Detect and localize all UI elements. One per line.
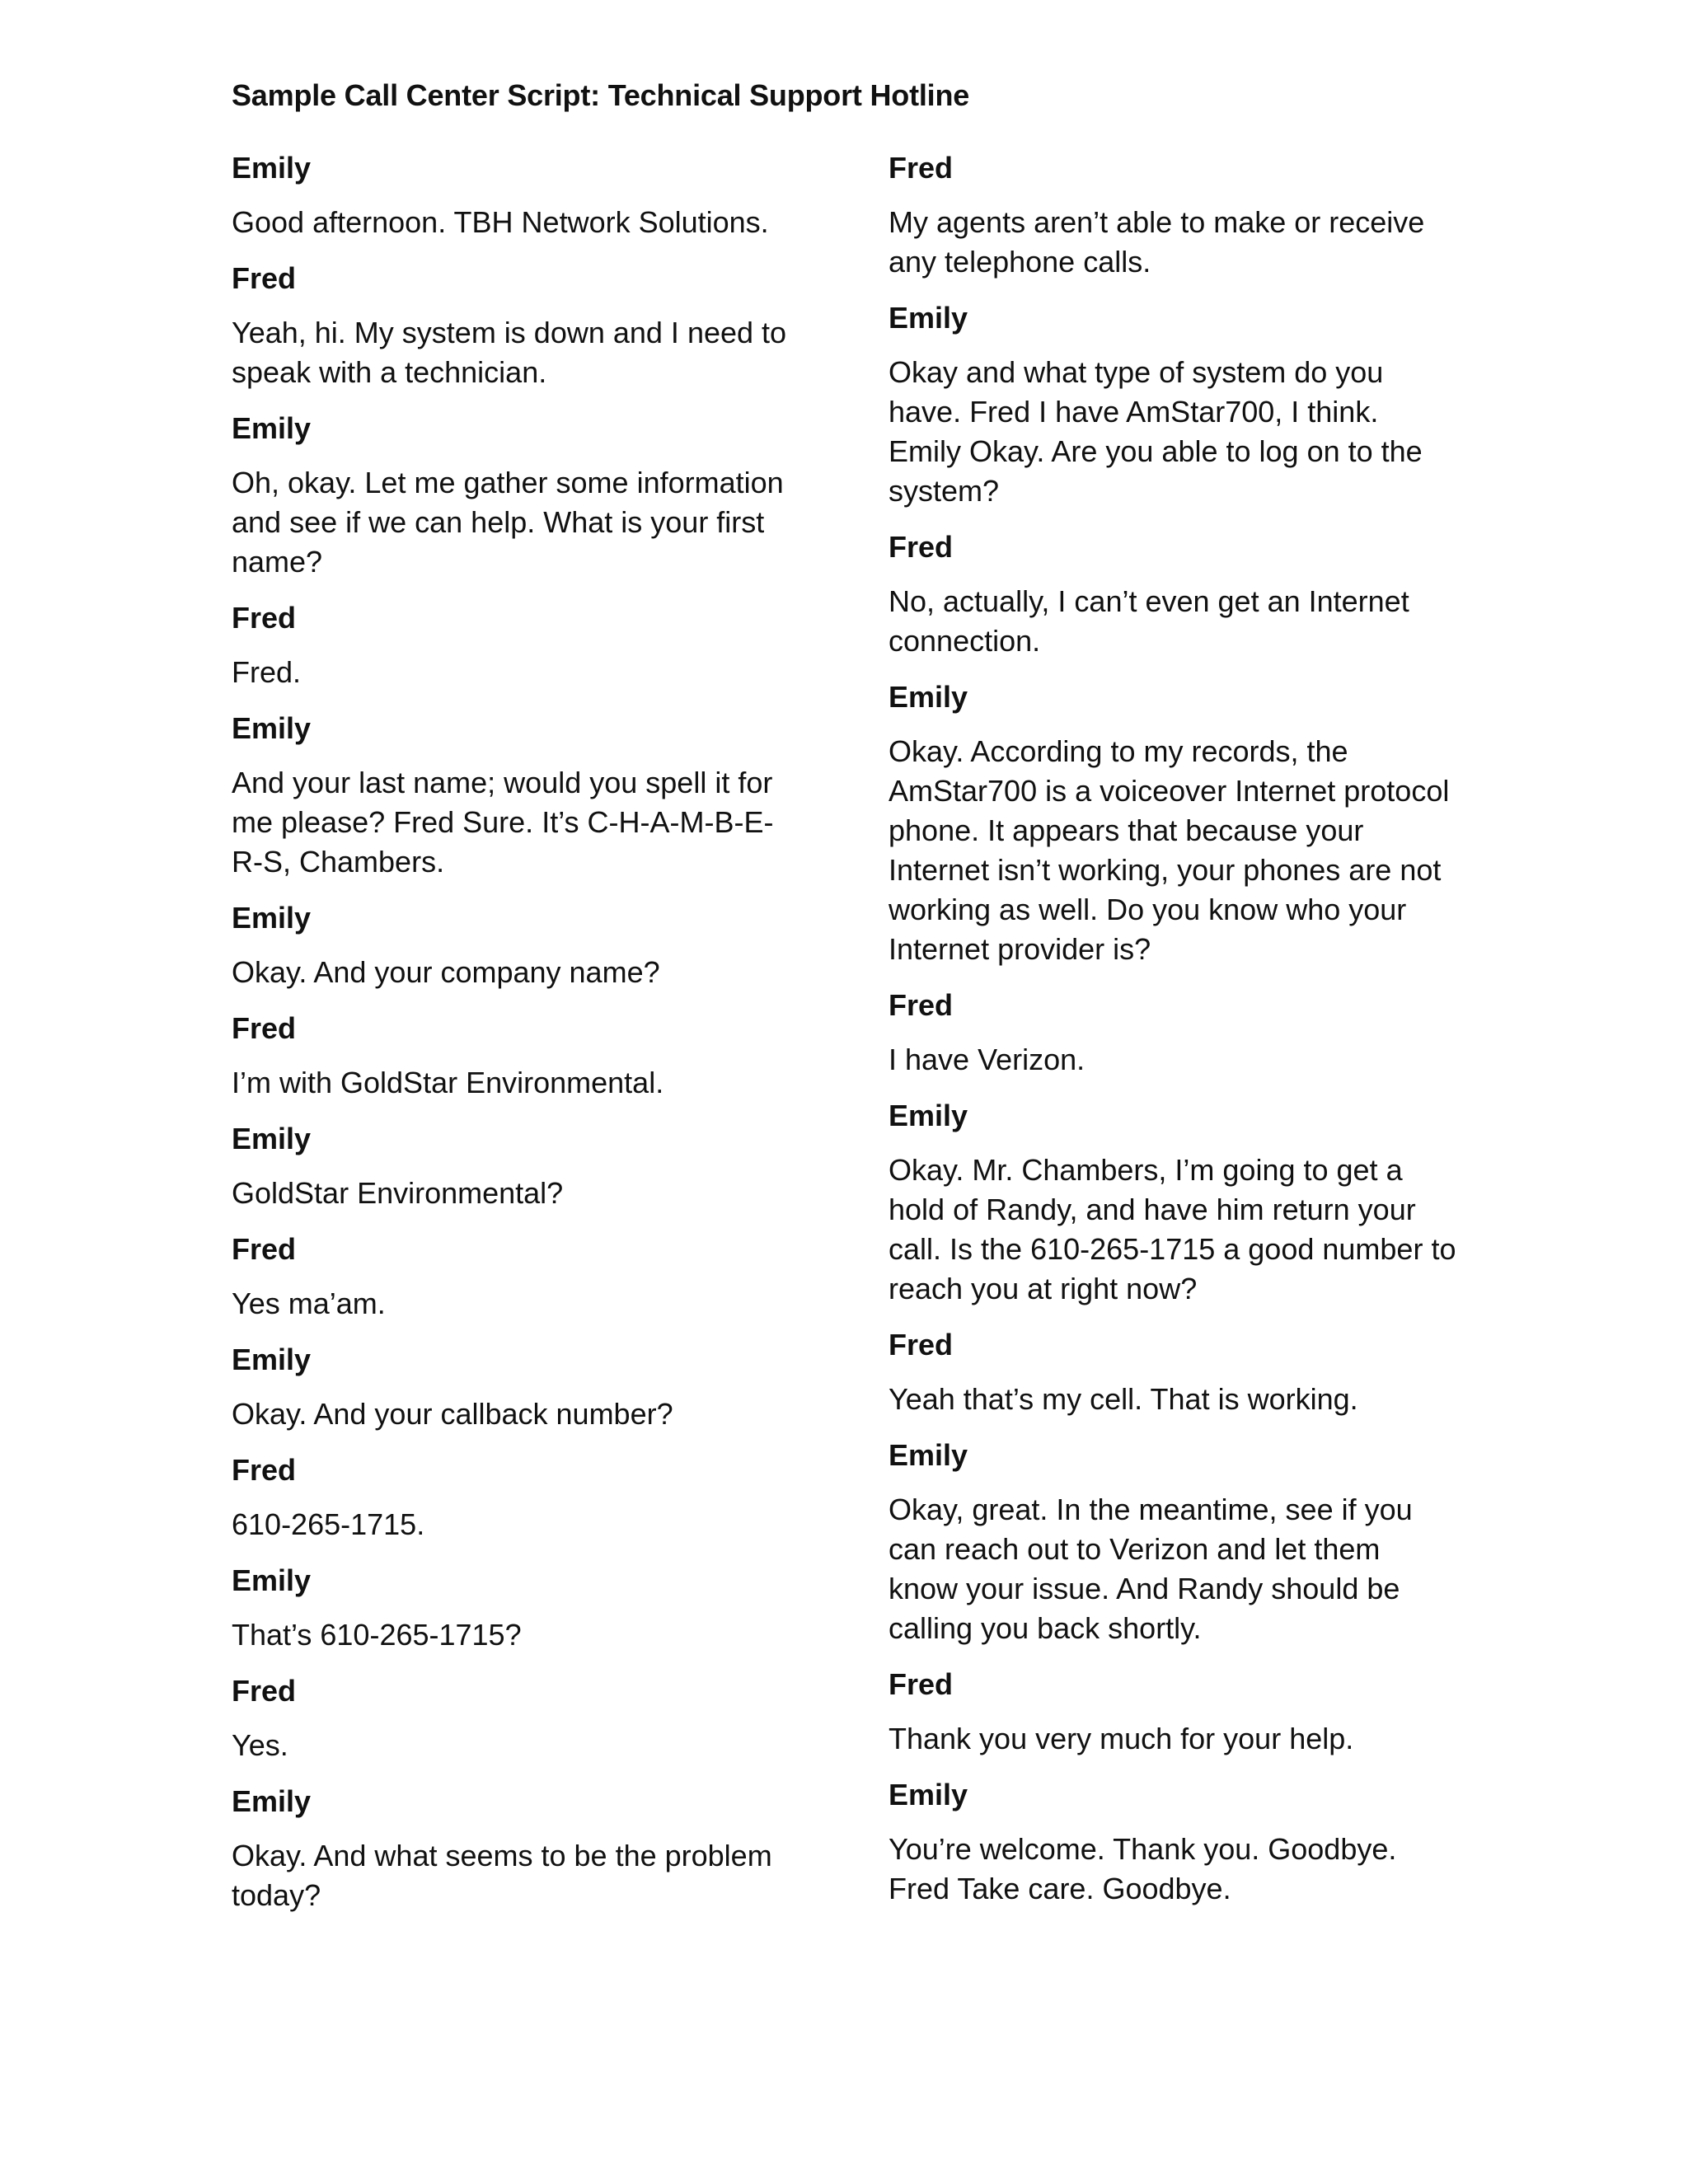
speaker-name: Emily bbox=[889, 1099, 968, 1132]
speaker-name: Emily bbox=[232, 1563, 312, 1597]
utterance-text: I have Verizon. bbox=[889, 1043, 1085, 1076]
dialogue-turn bbox=[232, 148, 800, 242]
speaker-name: Fred bbox=[889, 1328, 954, 1361]
speaker-name: Fred bbox=[232, 601, 297, 635]
utterance-text: And your last name; would you spell it for me please? Fred Sure. It’s C-H-A-M-B-E-R-S, Chambers. bbox=[232, 766, 774, 879]
utterance-text: Okay. And your company name? bbox=[232, 955, 660, 989]
speaker-name: Fred bbox=[232, 1674, 297, 1708]
dialogue-turn bbox=[232, 1119, 800, 1213]
speaker-name: Fred bbox=[232, 1453, 297, 1487]
speaker-name: Emily bbox=[889, 301, 968, 335]
speaker-name: Emily bbox=[232, 711, 312, 745]
speaker-name: Emily bbox=[889, 1438, 968, 1472]
right-column bbox=[889, 148, 1457, 1925]
speaker-name: Emily bbox=[232, 1343, 312, 1376]
speaker-name: Fred bbox=[232, 261, 297, 295]
utterance-text: Yes ma’am. bbox=[232, 1286, 386, 1320]
speaker-name: Emily bbox=[232, 1122, 312, 1155]
dialogue-turn bbox=[232, 1561, 800, 1655]
dialogue-turn bbox=[232, 259, 800, 392]
speaker-name: Emily bbox=[232, 151, 312, 185]
utterance-text: Okay. And what seems to be the problem today? bbox=[232, 1839, 772, 1912]
utterance-text: Okay. Mr. Chambers, I’m going to get a hold of Randy, and have him return your call. Is the 610-265-1715 a good number to reach you at right now? bbox=[889, 1153, 1456, 1305]
dialogue-turn bbox=[889, 1665, 1457, 1759]
utterance-text: GoldStar Environmental? bbox=[232, 1176, 564, 1210]
dialogue-turn bbox=[889, 148, 1457, 282]
speaker-name: Emily bbox=[232, 411, 312, 445]
left-column bbox=[232, 148, 800, 1932]
dialogue-turn bbox=[232, 1782, 800, 1915]
utterance-text: Oh, okay. Let me gather some information and see if we can help. What is your first name? bbox=[232, 466, 784, 579]
utterance-text: Yeah, hi. My system is down and I need to speak with a technician. bbox=[232, 316, 787, 389]
speaker-name: Fred bbox=[889, 530, 954, 564]
speaker-name: Fred bbox=[232, 1011, 297, 1045]
dialogue-turn bbox=[232, 1340, 800, 1434]
utterance-text: That’s 610-265-1715? bbox=[232, 1618, 522, 1652]
dialogue-turn bbox=[232, 1451, 800, 1544]
dialogue-turn bbox=[889, 298, 1457, 511]
dialogue-turn bbox=[889, 1325, 1457, 1419]
utterance-text: Good afternoon. TBH Network Solutions. bbox=[232, 205, 769, 239]
dialogue-turn bbox=[232, 409, 800, 582]
speaker-name: Fred bbox=[889, 988, 954, 1022]
dialogue-turn bbox=[232, 898, 800, 992]
speaker-name: Emily bbox=[232, 901, 312, 935]
utterance-text: You’re welcome. Thank you. Goodbye. Fred Take care. Goodbye. bbox=[889, 1832, 1397, 1905]
document-title: Sample Call Center Script: Technical Support Hotline bbox=[232, 78, 970, 112]
dialogue-turn bbox=[232, 709, 800, 882]
speaker-name: Fred bbox=[232, 1232, 297, 1266]
speaker-name: Emily bbox=[889, 680, 968, 714]
dialogue-turn bbox=[232, 598, 800, 692]
dialogue-turn bbox=[232, 1230, 800, 1324]
dialogue-turn bbox=[232, 1009, 800, 1103]
dialogue-turn bbox=[889, 986, 1457, 1080]
utterance-text: Thank you very much for your help. bbox=[889, 1722, 1354, 1755]
speaker-name: Emily bbox=[232, 1784, 312, 1818]
speaker-name: Emily bbox=[889, 1778, 968, 1811]
utterance-text: Okay. According to my records, the AmStar700 is a voiceover Internet protocol phone. It appears that because your Internet isn’t working, your phones are not working as well. Do you know who your Internet provider is? bbox=[889, 734, 1450, 966]
dialogue-turn bbox=[889, 1436, 1457, 1648]
utterance-text: Okay, great. In the meantime, see if you can reach out to Verizon and let them know your issue. And Randy should be calling you back shortly. bbox=[889, 1493, 1413, 1645]
dialogue-turn bbox=[889, 527, 1457, 661]
utterance-text: Yeah that’s my cell. That is working. bbox=[889, 1382, 1358, 1416]
dialogue-turn bbox=[232, 1671, 800, 1765]
speaker-name: Fred bbox=[889, 1667, 954, 1701]
utterance-text: Yes. bbox=[232, 1728, 288, 1762]
utterance-text: Okay and what type of system do you have. Fred I have AmStar700, I think. Emily Okay. Are you able to log on to the system? bbox=[889, 355, 1423, 508]
dialogue-turn bbox=[889, 677, 1457, 969]
utterance-text: My agents aren’t able to make or receive any telephone calls. bbox=[889, 205, 1425, 279]
dialogue-turn bbox=[889, 1775, 1457, 1909]
utterance-text: Fred. bbox=[232, 655, 302, 689]
utterance-text: Okay. And your callback number? bbox=[232, 1397, 673, 1431]
utterance-text: 610-265-1715. bbox=[232, 1507, 425, 1541]
utterance-text: No, actually, I can’t even get an Internet connection. bbox=[889, 584, 1409, 658]
dialogue-turn bbox=[889, 1096, 1457, 1309]
speaker-name: Fred bbox=[889, 151, 954, 185]
utterance-text: I’m with GoldStar Environmental. bbox=[232, 1066, 664, 1099]
